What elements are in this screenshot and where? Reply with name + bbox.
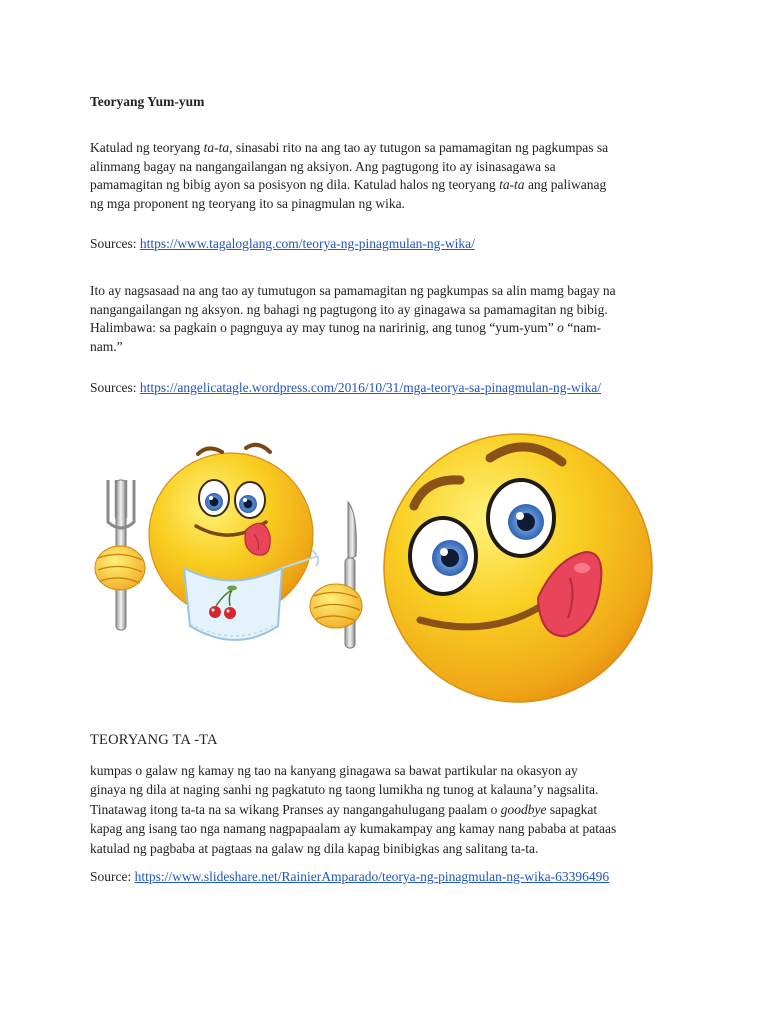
text-line: Ito ay nagsasaad na ang tao ay tumutugon sa pamamagitan ng pagkumpas sa alin mamg bagay na	[90, 283, 616, 298]
paragraph-yum-yum-2	[90, 282, 690, 356]
heading-ta-ta: TEORYANG TA -TA	[90, 732, 218, 748]
text-line: Katulad ng teoryang ta-ta, sinasabi rito na ang tao ay tutugon sa pamamagitan ng pagkumpas sa	[90, 140, 609, 155]
source-label: Sources:	[90, 236, 140, 251]
source-line-3	[90, 869, 609, 885]
yum-emoji-illustration	[86, 418, 666, 710]
text-line: pamamagitan ng bibig ayon sa posisyon ng dila. Katulad halos ng teoryang ta-ta ang paliwanag	[90, 177, 607, 193]
source-link-tagaloglang[interactable]: https://www.tagaloglang.com/teorya-ng-pinagmulan-ng-wika/	[139, 236, 475, 251]
source-link-angelicatagle[interactable]: https://angelicatagle.wordpress.com/2016/10/31/mga-teorya-sa-pinagmulan-ng-wika/	[139, 380, 601, 395]
text-line: ng mga proponent ng teoryang ito sa pinagmulan ng wika.	[90, 195, 405, 211]
heading-yum-yum: Teoryang Yum-yum	[90, 94, 205, 109]
text-line: Halimbawa: sa pagkain o pagnguya ay may tunog na naririnig, ang tunog “yum-yum” o “nam-	[90, 320, 601, 336]
source-line-1	[90, 236, 475, 252]
source-label: Sources:	[90, 380, 140, 395]
text-line: nam.”	[90, 338, 123, 354]
text-line: alinmang bagay na nangangailangan ng aksiyon. Ang pagtugong ito ay isinasagawa sa	[90, 158, 556, 174]
text-line: katulad ng pagbaba at pagtaas na galaw ng dila kapag binibigkas ang salitang ta-ta.	[90, 840, 539, 856]
text-line: nangangailangan ng aksyon. ng bahagi ng pagtugong ito ay ginagawa sa pamamagitan ng bibig.	[90, 301, 608, 317]
text-line: ginaya ng dila at naging sanhi ng pagkatuto ng taong lumikha ng tunog at kalauna’y nagsalita.	[90, 782, 599, 798]
paragraph-yum-yum-1	[90, 139, 690, 213]
source-line-2	[90, 380, 601, 396]
left-yum-emoji-icon	[95, 445, 362, 648]
text-line: kapag ang isang tao nga namang nagpapaalam ay kumakampay ang kamay nang pababa at pataas	[90, 821, 617, 837]
right-yum-emoji-icon	[384, 434, 652, 702]
text-line: Tinatawag itong ta-ta na sa wikang Pranses ay nangangahulugang paalam o goodbye sapagkat	[90, 801, 598, 817]
source-link-slideshare[interactable]: https://www.slideshare.net/RainierAmparado/teorya-ng-pinagmulan-ng-wika-63396496	[134, 869, 610, 884]
paragraph-ta-ta	[90, 761, 690, 858]
source-label: Source:	[90, 869, 135, 884]
text-line: kumpas o galaw ng kamay ng tao na kanyang ginagawa sa bawat partikular na okasyon ay	[90, 763, 578, 778]
